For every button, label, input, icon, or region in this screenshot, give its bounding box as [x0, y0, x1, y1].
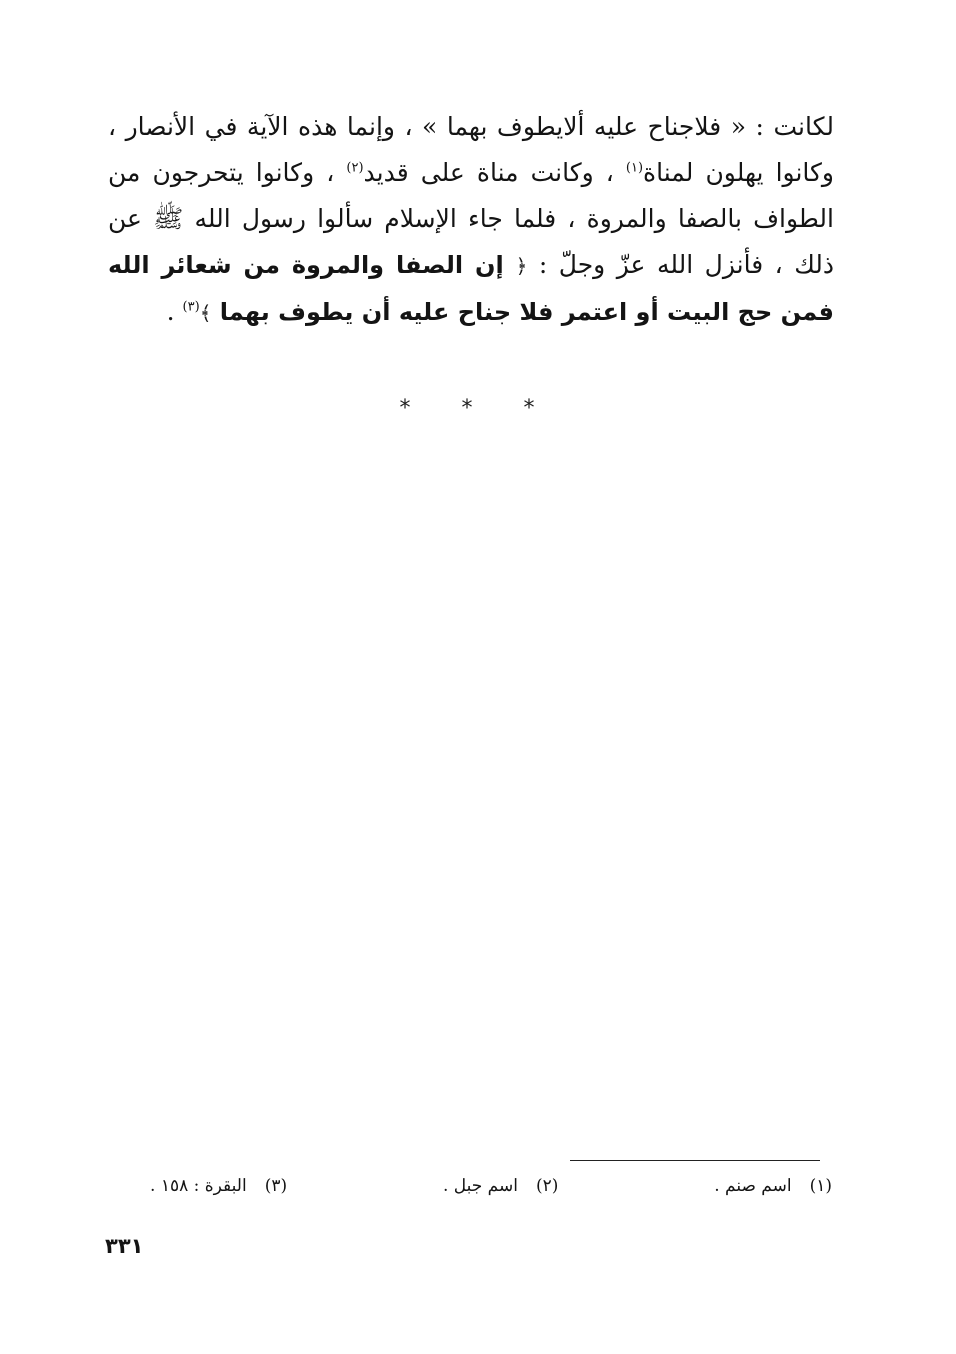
- footnote-number: (٢): [535, 1176, 559, 1196]
- footnote-2: [443, 1176, 558, 1196]
- footnote-number: (٣): [264, 1176, 288, 1196]
- verse-open-bracket: ﴿: [515, 254, 528, 278]
- footnote-text: البقرة : ١٥٨ .: [150, 1176, 247, 1196]
- footnote-ref-1: (١): [625, 160, 644, 176]
- section-divider: * * *: [399, 396, 557, 421]
- footnote-text: اسم جبل .: [442, 1176, 518, 1196]
- footnotes: [150, 1176, 832, 1196]
- footnote-number: (١): [809, 1176, 832, 1196]
- verse-close-bracket: ﴾: [199, 301, 212, 325]
- footnote-ref-2: (٢): [346, 160, 364, 176]
- end-mark: .: [166, 297, 183, 326]
- text-line-3: والمروة ، فلما جاء الإسلام سألوا رسول الله ﷺ عن ذلك ، فأنزل الله عزّ وجلّ :: [108, 204, 835, 279]
- paragraph: [108, 104, 834, 336]
- footnote-ref-3: (٣): [182, 299, 200, 315]
- footnote-rule: [570, 1160, 820, 1161]
- footnote-1: [714, 1176, 832, 1196]
- main-text: [108, 104, 834, 336]
- text-line-1: لكانت : « فلاجناح عليه ألايطوف بهما » ، وإنما هذه الآية في الأنصار ، وكانوا: [108, 112, 834, 187]
- text-line-2c: ، وكانوا يتحرجون من الطواف بالصفا: [108, 158, 834, 233]
- footnote-text: اسم صنم .: [714, 1176, 792, 1196]
- verse-text: إن الصفا والمروة من شعائر الله فمن حج البيت أو اعتمر فلا جناح عليه أن يطوف بهما: [108, 251, 834, 326]
- text-line-2a: يهلون لمناة: [643, 158, 764, 187]
- text-line-2b: ، وكانت مناة على قديد: [363, 158, 626, 187]
- page-number: ٣٣١: [105, 1234, 144, 1258]
- footnote-3: [150, 1176, 287, 1196]
